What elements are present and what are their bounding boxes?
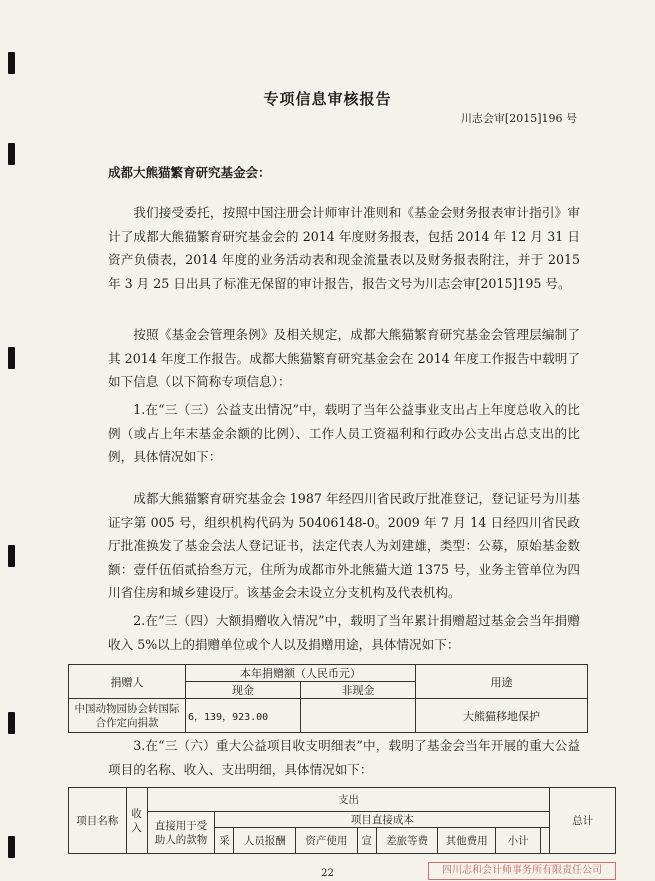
header-donor: 捐赠人 bbox=[69, 665, 186, 699]
paragraph-item-3: 3.在“三（六）重大公益项目收支明细表”中，载明了基金会当年开展的重大公益项目的名称、收入、支出明细，具体情况如下： bbox=[108, 738, 580, 777]
paragraph-item-2: 2.在“三（四）大额捐赠收入情况”中，载明了当年累计捐赠超过基金会当年捐赠收入 5%以上的捐赠单位或个人以及捐赠用途，具体情况如下： bbox=[108, 613, 580, 652]
document-number: 川志会审[2015]196 号 bbox=[460, 112, 577, 125]
header-spacer bbox=[541, 828, 550, 854]
header-salary: 人员报酬 bbox=[234, 828, 296, 854]
cell-donor: 中国动物园协会转国际合作定向捐款 bbox=[69, 699, 186, 733]
header-purpose: 用途 bbox=[416, 665, 588, 699]
header-travel: 差旅等费 bbox=[376, 828, 438, 854]
firm-stamp: 四川志和会计师事务所有限责任公司 bbox=[428, 862, 616, 880]
report-title: 专项信息审核报告 bbox=[263, 90, 392, 108]
cell-cash: 6，139，923.00 bbox=[186, 699, 301, 733]
header-noncash: 非现金 bbox=[301, 682, 416, 699]
header-amount: 本年捐赠额（人民币元） bbox=[186, 665, 416, 682]
header-expenditure: 支出 bbox=[147, 788, 550, 812]
header-direct-cost: 项目直接成本 bbox=[215, 812, 550, 828]
header-xuan: 宣 bbox=[357, 828, 376, 854]
binder-hole bbox=[8, 712, 15, 734]
page-number: 22 bbox=[321, 868, 334, 879]
binder-hole bbox=[8, 347, 15, 369]
header-direct-goods: 直接用于受助人的款物 bbox=[147, 812, 215, 854]
paragraph-management: 按照《基金会管理条例》及相关规定，成都大熊猫繁育研究基金会管理层编制了其 2014 年度工作报告。成都大熊猫繁育研究基金会在 2014 年度工作报告中载明了如下信息（以下简称专项信息）： bbox=[108, 327, 580, 389]
header-other: 其他费用 bbox=[438, 828, 496, 854]
table-row bbox=[69, 699, 588, 733]
donation-table bbox=[68, 664, 588, 733]
header-asset-use: 资产使用 bbox=[296, 828, 358, 854]
addressee: 成都大熊猫繁育研究基金会： bbox=[108, 165, 271, 180]
project-table bbox=[68, 787, 616, 854]
binder-hole bbox=[8, 545, 15, 567]
paragraph-engagement: 我们接受委托，按照中国注册会计师审计准则和《基金会财务报表审计指引》审计了成都大熊猫繁育研究基金会的 2014 年度财务报表，包括 2014 年 12 月 31 日资产负债表，2014 年度的业务活动表和现金流量表以及财务报表附注，并于 2015 年 3 月 25 日出具了标准无保留的审计报告，报告文号为川志会审[2015]195 号。 bbox=[108, 205, 580, 291]
header-cai: 采 bbox=[215, 828, 234, 854]
cell-purpose: 大熊猫移地保护 bbox=[416, 699, 588, 733]
header-project-name: 项目名称 bbox=[69, 788, 127, 854]
header-subtotal: 小计 bbox=[495, 828, 540, 854]
binder-hole bbox=[8, 52, 15, 74]
binder-hole bbox=[8, 836, 15, 858]
header-cash: 现金 bbox=[186, 682, 301, 699]
cell-noncash bbox=[301, 699, 416, 733]
header-total: 总计 bbox=[550, 788, 616, 854]
header-income: 收入 bbox=[126, 788, 147, 854]
binder-hole bbox=[8, 143, 15, 165]
paragraph-item-1: 1.在“三（三）公益支出情况”中，载明了当年公益事业支出占上年度总收入的比例（或占上年末基金余额的比例）、工作人员工资福利和行政办公支出占总支出的比例，具体情况如下： bbox=[108, 402, 580, 464]
paragraph-foundation-info: 成都大熊猫繁育研究基金会 1987 年经四川省民政厅批准登记，登记证号为川基证字第 005 号，组织机构代码为 50406148-0。2009 年 7 月 14 日经四川省民政厅批准换发了基金会法人登记证书，法定代表人为刘建雄，类型：公募，原始基金数额：壹仟伍佰贰拾叁万元，住所为成都市外北熊猫大道 1375 号，业务主管单位为四川省住房和城乡建设厅。该基金会未设立分支机构及代表机构。 bbox=[108, 491, 580, 600]
